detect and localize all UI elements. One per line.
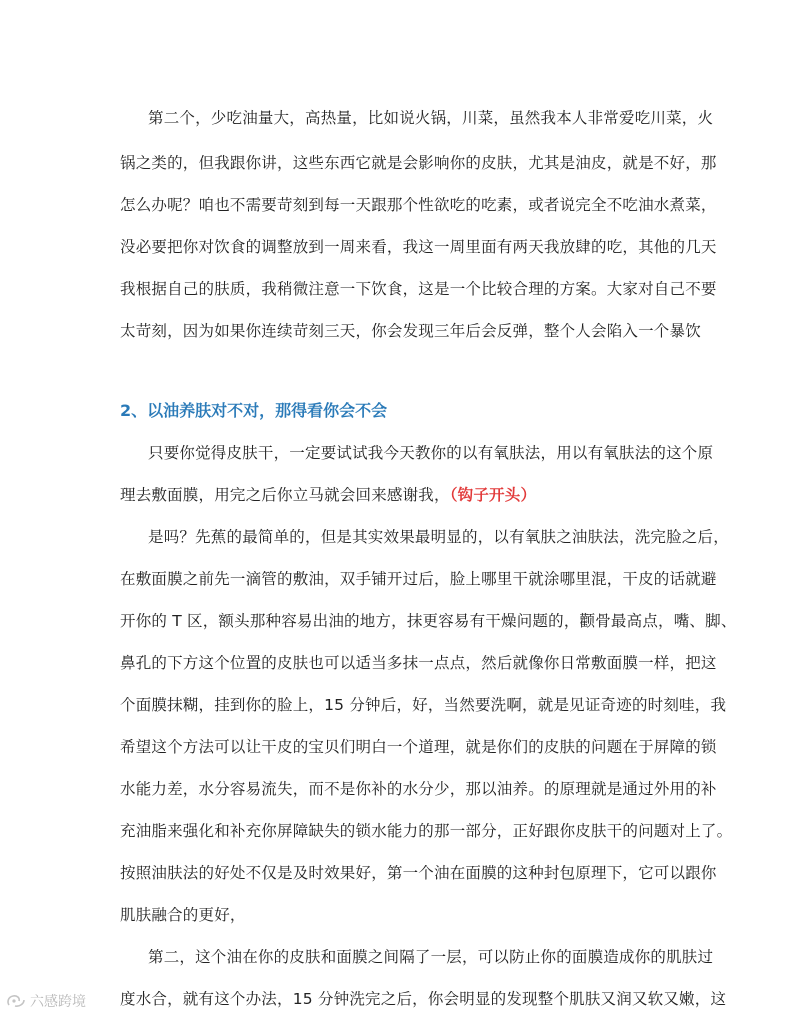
paragraph-1-line-6: 太苛刻，因为如果你连续苛刻三天，你会发现三年后会反弹，整个人会陷入一个暴饮 bbox=[120, 322, 701, 340]
paragraph-1-line-2: 锅之类的，但我跟你讲，这些东西它就是会影响你的皮肤，尤其是油皮，就是不好，那 bbox=[120, 154, 717, 172]
paragraph-2-line-2 bbox=[120, 485, 536, 505]
paragraph-3-line-1: 是吗？先蕉的最简单的，但是其实效果最明显的，以有氧肤之油肤法，洗完脸之后， bbox=[148, 528, 729, 546]
watermark-logo-icon bbox=[6, 993, 26, 1009]
paragraph-3-line-7: 水能力差，水分容易流失，而不是你补的水分少，那以油养。的原理就是通过外用的补 bbox=[120, 780, 717, 798]
paragraph-3-line-8: 充油脂来强化和补充你屏障缺失的锁水能力的那一部分，正好跟你皮肤干的问题对上了。 bbox=[120, 822, 733, 840]
paragraph-4-line-2: 度水合，就有这个办法，15 分钟洗完之后，你会明显的发现整个肌肤又润又软又嫩，这 bbox=[120, 990, 727, 1008]
paragraph-3-line-9: 按照油肤法的好处不仅是及时效果好，第一个油在面膜的这种封包原理下，它可以跟你 bbox=[120, 864, 717, 882]
paragraph-3-line-6: 希望这个方法可以让干皮的宝贝们明白一个道理，就是你们的皮肤的问题在于屏障的锁 bbox=[120, 738, 717, 756]
paragraph-1-line-5: 我根据自己的肤质，我稍微注意一下饮食，这是一个比较合理的方案。大家对自己不要 bbox=[120, 280, 717, 298]
paragraph-1-line-4: 没必要把你对饮食的调整放到一周来看，我这一周里面有两天我放肆的吃，其他的几天 bbox=[120, 238, 717, 256]
hook-annotation: （钩子开头） bbox=[449, 486, 537, 504]
paragraph-3-line-4: 鼻孔的下方这个位置的皮肤也可以适当多抹一点点，然后就像你日常敷面膜一样，把这 bbox=[120, 654, 717, 672]
paragraph-3-line-10: 肌肤融合的更好， bbox=[120, 906, 246, 924]
watermark-text: 六感跨境 bbox=[30, 994, 86, 1010]
paragraph-3-line-5: 个面膜抹糊，挂到你的脸上，15 分钟后，好，当然要洗啊，就是见证奇迹的时刻哇，我 bbox=[120, 696, 727, 714]
paragraph-1-line-3: 怎么办呢？咱也不需要苛刻到每一天跟那个性欲吃的吃素，或者说完全不吃油水煮菜， bbox=[120, 196, 717, 214]
paragraph-1-line-1: 第二个，少吃油量大，高热量，比如说火锅，川菜，虽然我本人非常爱吃川菜，火 bbox=[148, 109, 714, 127]
paragraph-2-text: 理去敷面膜，用完之后你立马就会回来感谢我， bbox=[120, 486, 450, 504]
watermark bbox=[6, 991, 86, 1011]
paragraph-2-line-1: 只要你觉得皮肤干，一定要试试我今天教你的以有氧肤法，用以有氧肤法的这个原 bbox=[148, 444, 714, 462]
paragraph-3-line-3: 开你的 T 区，额头那种容易出油的地方，抹更容易有干燥问题的，颧骨最高点，嘴、脚、 bbox=[120, 612, 737, 630]
paragraph-3-line-2: 在敷面膜之前先一滴管的敷油，双手铺开过后，脸上哪里干就涂哪里混，干皮的话就避 bbox=[120, 570, 717, 588]
section-heading: 2、以油养肤对不对，那得看你会不会 bbox=[120, 401, 388, 420]
paragraph-4-line-1: 第二，这个油在你的皮肤和面膜之间隔了一层，可以防止你的面膜造成你的肌肤过 bbox=[148, 948, 714, 966]
